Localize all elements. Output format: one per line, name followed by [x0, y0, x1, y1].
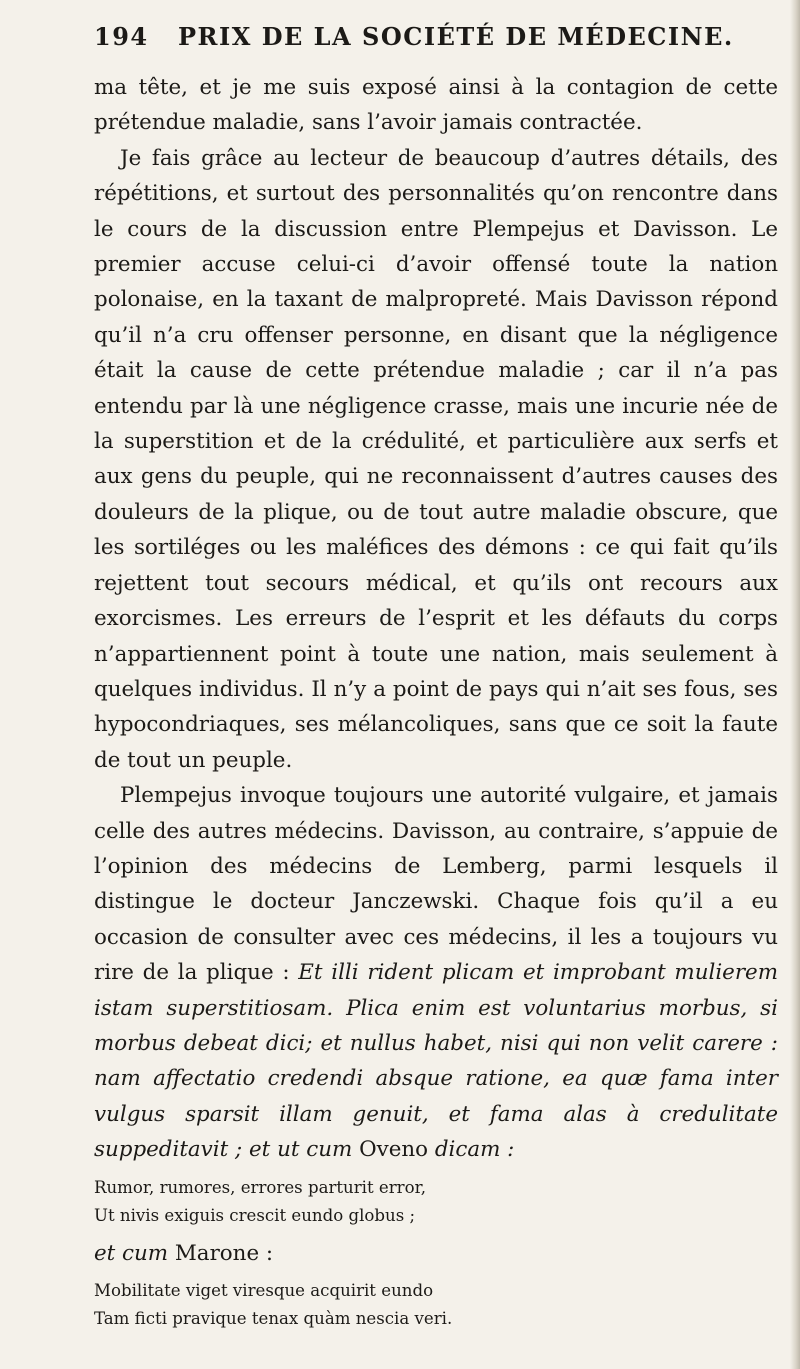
verse-line: Ut nivis exiguis crescit eundo globus ; — [94, 1205, 416, 1225]
latin-quote: Et illi rident plicam et improbant mulierem istam superstitiosam. Plica enim est voluntarius morbus, si morbus debeat dici; et nullus habet, nisi qui non velit carere : nam affectatio credendi absque ratione, ea quæ fama inter vulgus sparsit illam genuit, et fama alas à credulitate suppeditavit ; et ut cum — [94, 960, 778, 1163]
verse-virgil — [94, 1277, 778, 1333]
bridge-line — [94, 1236, 778, 1271]
page-body — [94, 70, 778, 1333]
paragraph-plempejus — [94, 778, 778, 1167]
latin-quote-end: dicam : — [434, 1137, 515, 1163]
running-title: PRIX DE LA SOCIÉTÉ DE MÉDECINE. — [178, 22, 734, 51]
latin-bridge: et cum — [94, 1240, 169, 1266]
page-header — [94, 22, 778, 56]
paragraph-details: Je fais grâce au lecteur de beaucoup d’autres détails, des répétitions, et surtout des personnalités qu’on rencontre dans le cours de la discussion entre Plempejus et Davisson. Le premier accuse celui-ci d’avoir offensé toute la nation polonaise, en la taxant de malpropreté. Mais Davisson répond qu’il n’a cru offenser personne, en disant que la négligence était la cause de cette prétendue maladie ; car il n’a pas entendu par là une négligence crasse, mais une incurie née de la superstition et de la crédulité, et particulière aux serfs et aux gens du peuple, qui ne reconnaissent d’autres causes des douleurs de la plique, ou de tout autre maladie obscure, que les sortiléges ou les maléfices des démons : ce qui fait qu’ils rejettent tout secours médical, et qu’ils ont recours aux exorcismes. Les erreurs de l’esprit et les défauts du corps n’appartiennent point à toute une nation, mais seulement à quelques individus. Il n’y a point de pays qui n’ait ses fous, ses hypocondriaques, ses mélancoliques, sans que ce soit la faute de tout un peuple. — [94, 145, 778, 773]
author-name: Oveno — [352, 1137, 435, 1163]
author-name: Marone : — [168, 1240, 274, 1266]
paragraph-text: Plempejus invoque toujours une autorité vulgaire, et jamais celle des autres médecins. Davisson, au contraire, s’appuie de l’opinion des médecins de Lemberg, parmi lesquels il distingue le docteur Janczewski. Chaque fois qu’il a eu occasion de consulter avec ces médecins, il les a toujours vu rire de la plique : — [94, 783, 778, 986]
verse-owen — [94, 1174, 778, 1230]
paragraph-continued: ma tête, et je me suis exposé ainsi à la contagion de cette prétendue maladie, sans l’avoir jamais contractée. — [94, 75, 778, 136]
verse-line: Tam ficti pravique tenax quàm nescia veri. — [94, 1309, 453, 1328]
page-edge-shadow — [790, 0, 800, 1369]
verse-line: Mobilitate viget viresque acquirit eundo — [94, 1281, 434, 1300]
verse-line: Rumor, rumores, errores parturit error, — [94, 1177, 426, 1197]
page-number: 194 — [94, 22, 149, 51]
